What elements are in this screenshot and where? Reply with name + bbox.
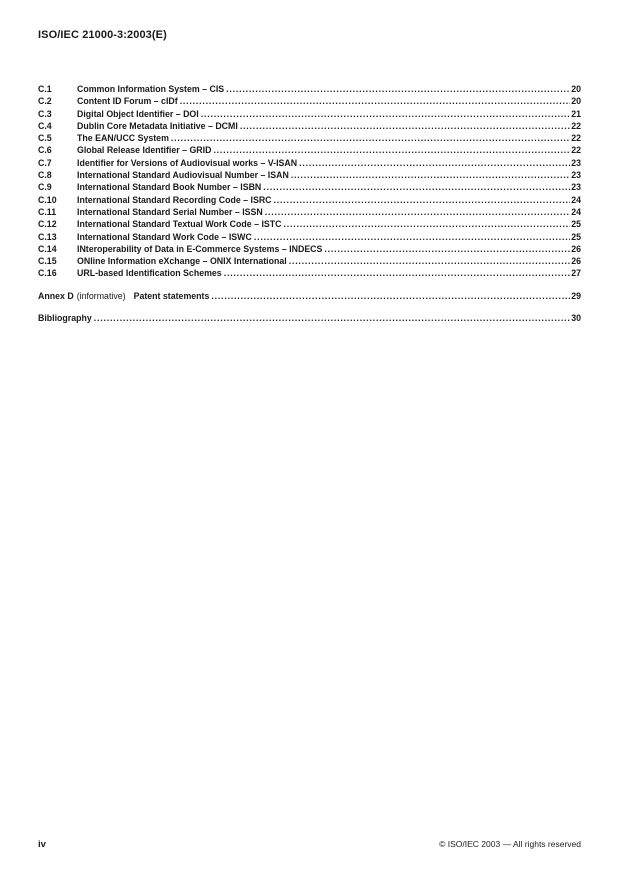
toc-entry-page: 23 [571, 170, 581, 181]
toc-entry[interactable] [38, 206, 581, 218]
toc-leader-dots [211, 290, 570, 302]
toc-entry-number: C.3 [38, 108, 52, 119]
toc-entry[interactable] [38, 169, 581, 181]
toc-leader-dots [274, 194, 571, 206]
toc-leader-dots [263, 181, 570, 193]
toc-entry-number: C.10 [38, 194, 57, 205]
toc-entry-title: Global Release Identifier – GRID [77, 145, 212, 156]
toc-leader-dots [254, 231, 570, 243]
toc-entry-page: 23 [571, 157, 581, 168]
toc-entry-number: C.8 [38, 170, 52, 181]
toc-bibliography-title: Bibliography [38, 313, 92, 324]
toc-entry[interactable] [38, 218, 581, 230]
toc-leader-dots [180, 95, 571, 107]
toc-entry-page: 27 [571, 268, 581, 279]
toc-entry[interactable] [38, 83, 581, 95]
toc-entry-number: C.15 [38, 256, 57, 267]
toc-entry-title: International Standard Serial Number – ISSN [77, 206, 263, 217]
toc-leader-dots [213, 144, 570, 156]
toc-entry-title: International Standard Work Code – ISWC [77, 231, 252, 242]
toc-entry-title: Identifier for Versions of Audiovisual works – V-ISAN [77, 157, 298, 168]
toc-entry-number: C.12 [38, 219, 57, 230]
toc-entry[interactable] [38, 243, 581, 255]
toc-entry-page: 20 [571, 84, 581, 94]
toc-entry-number: C.5 [38, 133, 52, 144]
toc-entry-title: The EAN/UCC System [77, 133, 169, 144]
document-header-title: ISO/IEC 21000-3:2003(E) [38, 29, 167, 41]
toc-annex-page: 29 [571, 290, 581, 301]
toc-entry-number: C.14 [38, 243, 57, 254]
toc-annex-qualifier: (informative) [76, 290, 126, 301]
toc-leader-dots [324, 243, 570, 255]
toc-entry-page: 25 [571, 219, 581, 230]
toc-entry[interactable] [38, 144, 581, 156]
toc-entry-title: Content ID Forum – cIDf [77, 96, 178, 107]
toc-entry[interactable] [38, 267, 581, 279]
toc-entry-title: URL-based Identification Schemes [77, 268, 222, 279]
toc-entry-page: 24 [571, 206, 581, 217]
toc-entry-number: C.11 [38, 206, 57, 217]
toc-leader-dots [224, 267, 571, 279]
toc-entry-page: 26 [571, 243, 581, 254]
document-footer [38, 839, 581, 850]
toc-leader-dots [265, 206, 570, 218]
toc-entry[interactable] [38, 255, 581, 267]
toc-entry-page: 21 [571, 108, 581, 119]
toc-leader-dots [171, 132, 570, 144]
toc-entry-title: ONline Information eXchange – ONIX International [77, 256, 287, 267]
toc-entry[interactable] [38, 120, 581, 132]
toc-entry-number: C.4 [38, 120, 52, 131]
toc-entry[interactable] [38, 108, 581, 120]
toc-leader-dots [201, 108, 570, 120]
toc-leader-dots [94, 312, 570, 324]
toc-entry[interactable] [38, 132, 581, 144]
toc-entry-page: 22 [571, 145, 581, 156]
toc-bibliography-page: 30 [571, 313, 581, 324]
toc-entry[interactable] [38, 194, 581, 206]
toc-entry-page: 22 [571, 120, 581, 131]
toc-entry-number: C.16 [38, 268, 57, 279]
toc-entry-title: International Standard Recording Code – ISRC [77, 194, 272, 205]
toc-entry[interactable] [38, 181, 581, 193]
toc-entry-bibliography[interactable] [38, 312, 581, 324]
toc-entry-number: C.2 [38, 96, 52, 107]
toc-list [38, 83, 581, 280]
toc-entry-title: Common Information System – CIS [77, 84, 225, 94]
toc-entry[interactable] [38, 95, 581, 107]
toc-entry-title: INteroperability of Data in E-Commerce Systems – INDECS [77, 243, 323, 254]
toc-entry-number: C.9 [38, 182, 52, 193]
toc-entry-title: Dublin Core Metadata Initiative – DCMI [77, 120, 238, 131]
toc-leader-dots [291, 169, 570, 181]
toc-entry-annex-d[interactable] [38, 290, 581, 302]
toc-entry-page: 25 [571, 231, 581, 242]
toc-entry-page: 26 [571, 256, 581, 267]
toc-entry-title: International Standard Audiovisual Number – ISAN [77, 170, 289, 181]
toc-entry-page: 20 [571, 96, 581, 107]
table-of-contents [38, 83, 581, 324]
toc-leader-dots [240, 120, 570, 132]
toc-entry-number: C.6 [38, 145, 52, 156]
toc-entry[interactable] [38, 157, 581, 169]
toc-leader-dots [226, 83, 570, 95]
toc-entry-number: C.1 [38, 84, 52, 94]
toc-entry-page: 24 [571, 194, 581, 205]
toc-leader-dots [289, 255, 571, 267]
toc-entry-page: 22 [571, 133, 581, 144]
toc-entry-number: C.7 [38, 157, 52, 168]
toc-annex-title: Patent statements [133, 290, 210, 301]
toc-entry-title: International Standard Book Number – ISBN [77, 182, 262, 193]
toc-entry-title: International Standard Textual Work Code – ISTC [77, 219, 282, 230]
footer-copyright: © ISO/IEC 2003 — All rights reserved [439, 839, 581, 849]
toc-entry-page: 23 [571, 182, 581, 193]
toc-entry[interactable] [38, 231, 581, 243]
toc-entry-title: Digital Object Identifier – DOI [77, 108, 199, 119]
toc-annex-label: Annex D [38, 290, 74, 301]
toc-entry-number: C.13 [38, 231, 57, 242]
toc-leader-dots [283, 218, 570, 230]
footer-page-number: iv [38, 839, 46, 850]
toc-leader-dots [299, 157, 570, 169]
